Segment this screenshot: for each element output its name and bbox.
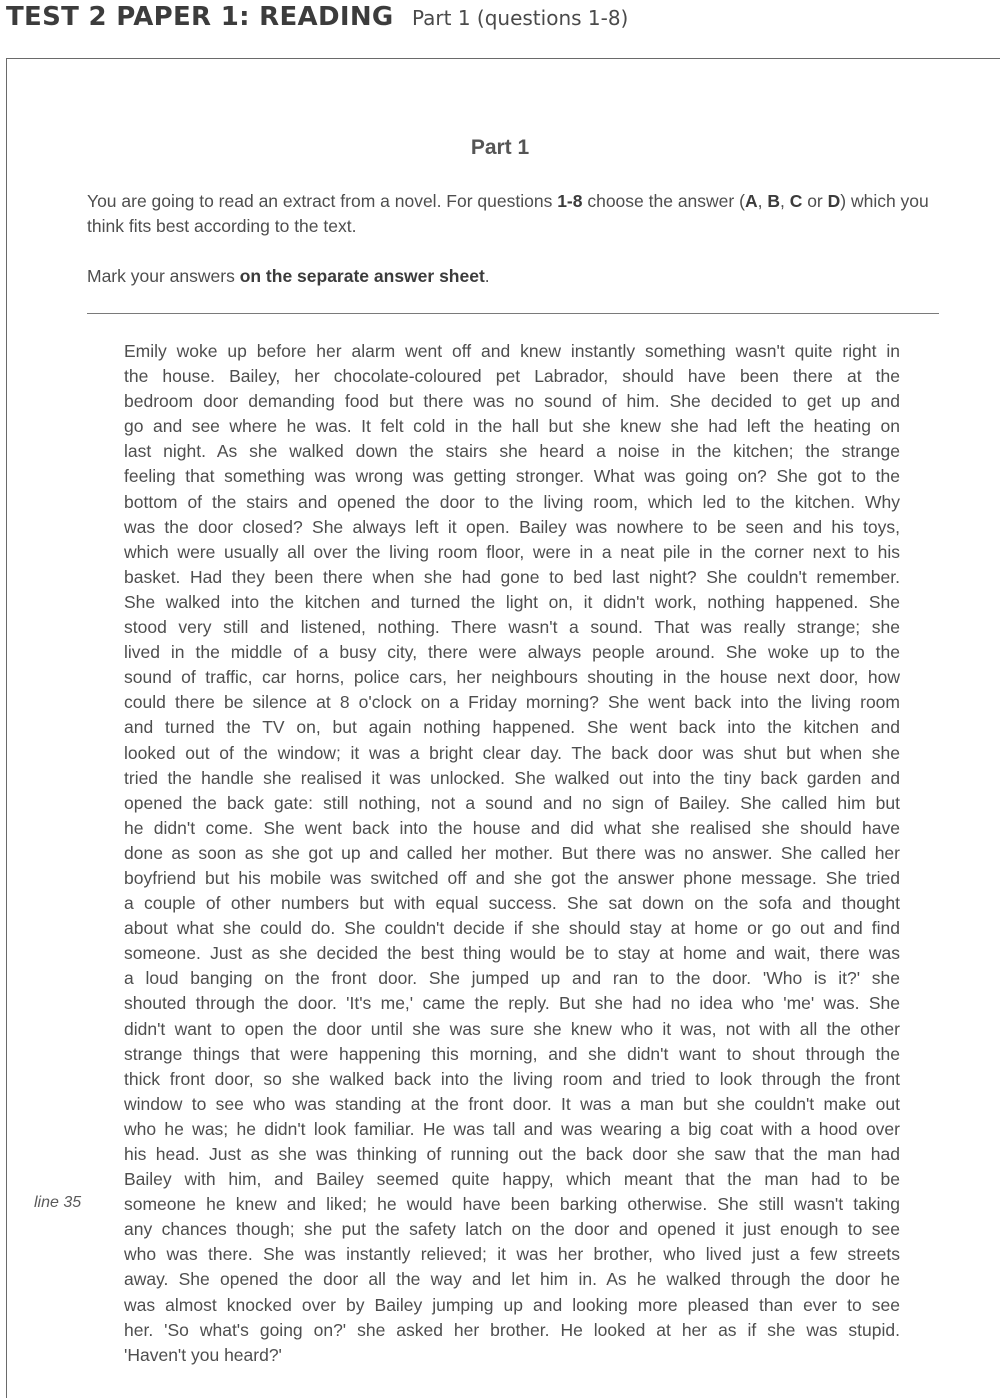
passage-line: window to see who was standing at the front door. It was a man but she couldn't make out [124, 1093, 900, 1114]
divider-rule [87, 313, 939, 314]
option-b: B [767, 191, 780, 211]
reading-passage [124, 339, 900, 1368]
passage-line: who was there. She was instantly relieved; it was her brother, who lived just a few streets [124, 1244, 900, 1265]
option-c: C [789, 191, 803, 211]
passage-line: Emily woke up before her alarm went off and knew instantly something wasn't quite right in [124, 341, 900, 361]
instr-sep-1: , [757, 191, 768, 211]
passage-line: was the door closed? She always left it open. Bailey was nowhere to be seen and his toys, [124, 516, 900, 537]
passage-line: which were usually all over the living room floor, were in a neat pile in the corner next to his [124, 541, 900, 562]
passage-line: could there be silence at 8 o'clock on a Friday morning? She went back into the living room [124, 692, 900, 713]
instr-text-1: You are going to read an extract from a novel. For questions [87, 191, 558, 211]
passage-line: about what she could do. She couldn't decide if she should stay at home or go out and find [124, 918, 900, 939]
passage-line: boyfriend but his mobile was switched off and she got the answer phone message. She tried [124, 867, 900, 888]
passage-line: feeling that something was wrong was getting stronger. What was going on? She got to the [124, 466, 900, 487]
passage-line: who he was; he didn't look familiar. He was tall and was wearing a big coat with a hood over [124, 1118, 900, 1139]
instructions [87, 189, 947, 239]
instr-sep-2: , [779, 191, 790, 211]
line-marker: line 35 [34, 1194, 82, 1211]
passage-line: sound of traffic, car horns, police cars, her neighbours shouting in the house next door, how [124, 667, 900, 688]
passage-line: and turned the TV on, but again nothing happened. She went back into the kitchen and [124, 717, 900, 738]
page-header [6, 2, 628, 42]
passage-line: a couple of other numbers but with equal success. She sat down on the sofa and thought [124, 893, 900, 914]
option-d: D [827, 191, 841, 211]
mark-answers-instruction [87, 264, 947, 289]
mark-text-1: Mark your answers [87, 266, 240, 286]
passage-line: a loud banging on the front door. She jumped up and ran to the door. 'Who is it?' she [124, 968, 900, 989]
passage-line: tried the handle she realised it was unlocked. She walked out into the tiny back garden and [124, 767, 900, 788]
passage-line: away. She opened the door all the way and let him in. As he walked through the door he [124, 1269, 900, 1290]
passage-line: her. 'So what's going on?' she asked her brother. He looked at her as if she was stupid. [124, 1319, 900, 1340]
instr-text-2: choose the answer ( [582, 191, 745, 211]
passage-line: go and see where he was. It felt cold in the hall but she knew she had left the heating on [124, 416, 900, 437]
passage-line: the house. Bailey, her chocolate-coloured pet Labrador, should have been there at the [124, 366, 900, 387]
part-title: Part 1 [470, 136, 530, 159]
passage-line: his head. Just as she was thinking of running out the back door she saw that the man had [124, 1144, 900, 1164]
passage-line: he didn't come. She went back into the house and did what she realised she should have [124, 817, 900, 838]
passage-line: didn't want to open the door until she was sure she knew who it was, not with all the other [124, 1018, 900, 1039]
option-a: A [744, 191, 758, 211]
instr-text-3: ) which you think fits best according to the text. [87, 191, 929, 236]
test-title: TEST 2 PAPER 1: READING [6, 2, 394, 32]
mark-text-bold: on the separate answer sheet [239, 266, 485, 286]
passage-line: done as soon as she got up and called her mother. But there was no answer. She called her [124, 842, 900, 863]
passage-line: thick front door, so she walked back into the living room and tried to look through the front [124, 1068, 900, 1089]
instr-question-range: 1-8 [557, 191, 583, 211]
passage-line: lived in the middle of a busy city, there were always people around. She woke up to the [124, 642, 900, 663]
passage-line: strange things that were happening this morning, and she didn't want to shout through the [124, 1043, 900, 1064]
passage-line: someone he knew and liked; he would have been barking otherwise. She still wasn't taking [124, 1194, 900, 1215]
passage-line: was almost knocked over by Bailey jumping up and looking more pleased than ever to see [124, 1294, 900, 1315]
passage-line: stood very still and listened, nothing. There wasn't a sound. That was really strange; she [124, 617, 900, 638]
passage-line: last night. As she walked down the stairs she heard a noise in the kitchen; the strange [124, 441, 900, 462]
mark-text-2: . [484, 266, 490, 286]
passage-line: bedroom door demanding food but there was no sound of him. She decided to get up and [124, 391, 900, 412]
part-subtitle: Part 1 (questions 1-8) [411, 6, 629, 30]
passage-line: 'Haven't you heard?' [124, 1344, 282, 1365]
passage-line: basket. Had they been there when she had gone to bed last night? She couldn't remember. [124, 566, 900, 587]
passage-line: any chances though; she put the safety latch on the door and opened it just enough to see [124, 1219, 900, 1240]
passage-line: opened the back gate: still nothing, not a sound and no sign of Bailey. She called him but [124, 792, 900, 813]
passage-line: shouted through the door. 'It's me,' came the reply. But she had no idea who 'me' was. She [124, 993, 900, 1014]
passage-line: looked out of the window; it was a bright clear day. The back door was shut but when she [124, 742, 900, 763]
passage-line: someone. Just as she decided the best thing would be to stay at home and wait, there was [124, 943, 900, 964]
passage-line: Bailey with him, and Bailey seemed quite happy, which meant that the man had to be [124, 1169, 900, 1190]
passage-line: bottom of the stairs and opened the door to the living room, which led to the kitchen. Why [124, 491, 900, 512]
passage-line: She walked into the kitchen and turned the light on, it didn't work, nothing happened. She [124, 591, 900, 612]
instr-or: or [802, 191, 828, 211]
